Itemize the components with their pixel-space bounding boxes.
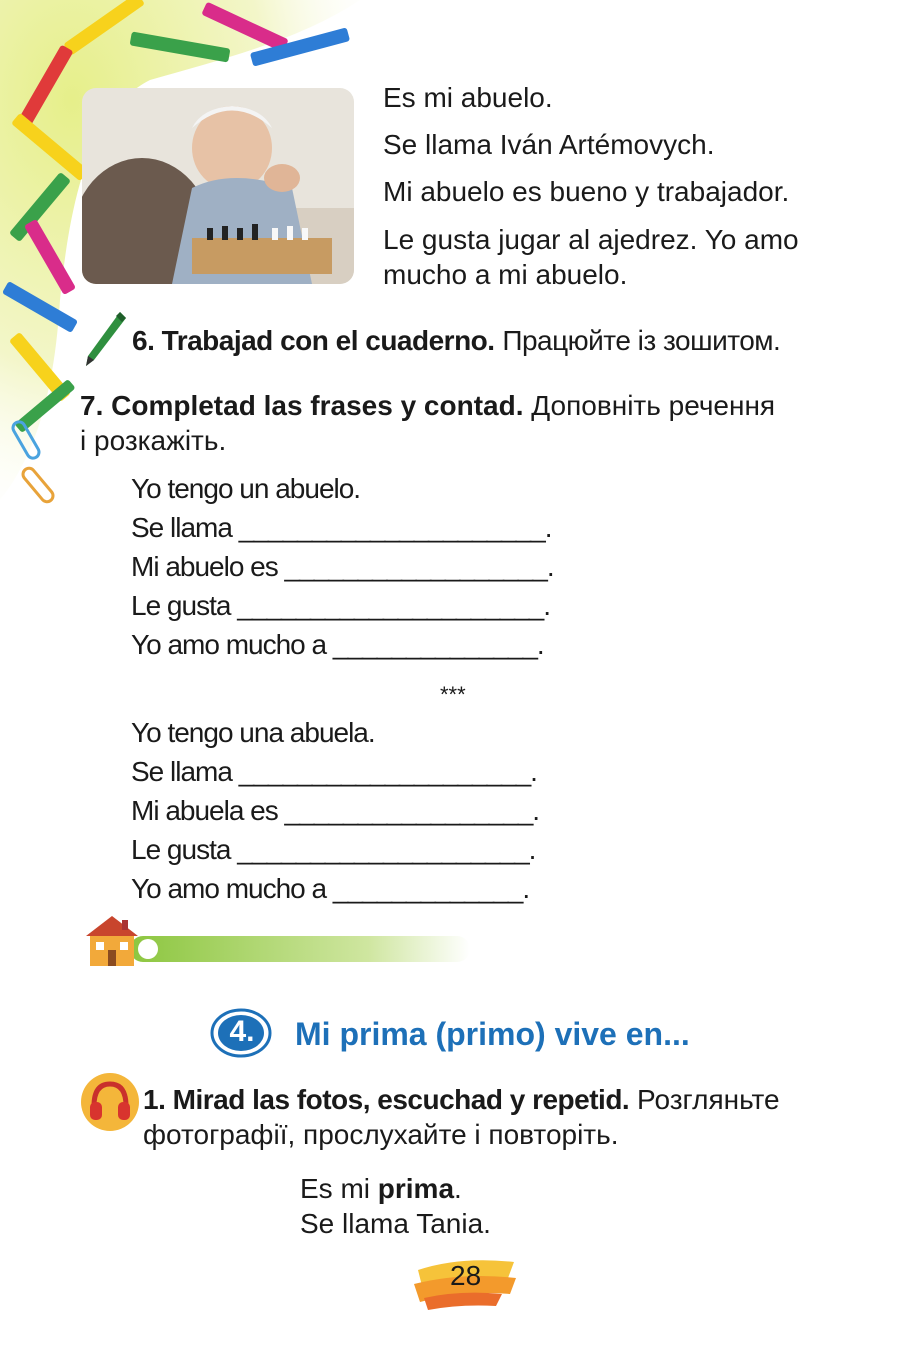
task1-translation-cont: фотографії, прослухайте і повторіть. [143, 1119, 619, 1150]
exercise-line: Le gusta _____________________. [131, 590, 550, 621]
intro-line: Mi abuelo es bueno y trabajador. [383, 176, 790, 207]
task7-title: 7. Completad las frases y contad. [80, 390, 524, 421]
task1-line-bold: prima [377, 1173, 455, 1204]
exercise-line: Yo amo mucho a _____________. [131, 873, 530, 904]
task1-line-text: Es mi [300, 1173, 378, 1204]
task1-line-end: . [454, 1173, 462, 1204]
intro-line: Es mi abuelo. [383, 82, 553, 113]
task1-line: Se llama Tania. [300, 1208, 491, 1239]
exercise-line: Se llama ____________________. [131, 756, 537, 787]
task6-translation: Працюйте із зошитом. [502, 325, 781, 356]
task6-title: 6. Trabajad con el cuaderno. [132, 325, 495, 356]
task1-line [300, 1172, 462, 1206]
exercise-line: Mi abuela es _________________. [131, 795, 540, 826]
task7-translation-cont: і розкажіть. [80, 425, 227, 456]
page-number: 28 [450, 1260, 482, 1291]
task1-title: 1. Mirad las fotos, escuchad y repetid. [143, 1084, 630, 1115]
exercise-line: Le gusta ____________________. [131, 834, 536, 865]
intro-line: Se llama Iván Artémovych. [383, 129, 715, 160]
pen-icon [80, 308, 128, 372]
grandfather-chess-photo [82, 88, 354, 284]
intro-line: mucho a mi abuelo. [383, 259, 628, 290]
headphones-icon [80, 1072, 140, 1132]
separator-stars: *** [440, 682, 466, 707]
task1-translation: Розгляньте [637, 1084, 780, 1115]
section-number: 4. [229, 1015, 255, 1048]
intro-line: Le gusta jugar al ajedrez. Yo amo [383, 224, 799, 255]
exercise-line: Mi abuelo es __________________. [131, 551, 554, 582]
exercise-line: Yo tengo una abuela. [131, 717, 375, 748]
task7-translation: Доповніть речення [531, 390, 776, 421]
exercise-line: Yo tengo un abuelo. [131, 473, 361, 504]
section-title: Mi prima (primo) vive en... [295, 1016, 690, 1052]
house-icon [82, 912, 142, 968]
exercise-line: Se llama _____________________. [131, 512, 552, 543]
exercise-line: Yo amo mucho a ______________. [131, 629, 544, 660]
